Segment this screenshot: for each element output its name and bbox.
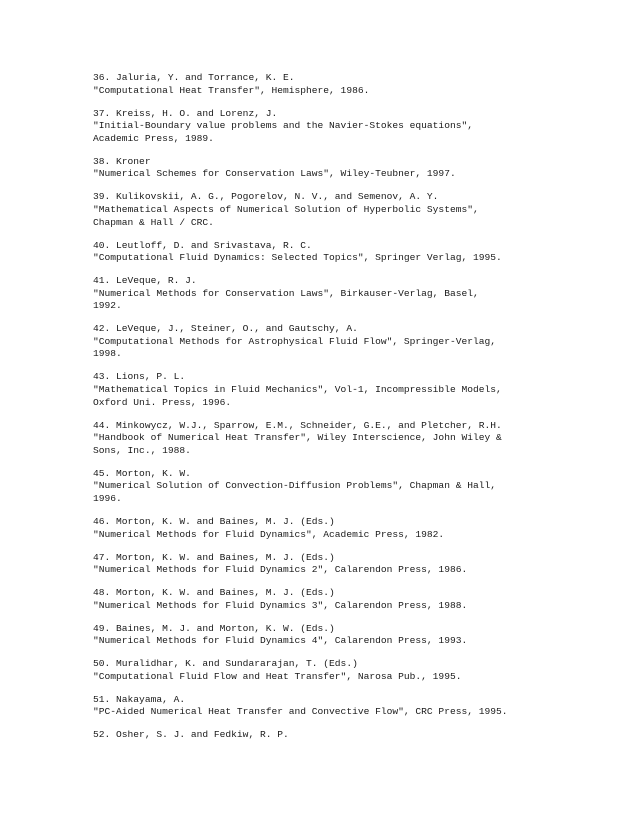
reference-item-45 <box>93 468 593 506</box>
reference-item-38 <box>93 156 593 181</box>
reference-line: 1998. <box>93 348 122 360</box>
reference-line: 45. Morton, K. W. <box>93 467 191 479</box>
reference-item-44 <box>93 420 593 458</box>
reference-item-42 <box>93 323 593 361</box>
reference-line: "Mathematical Aspects of Numerical Solution of Hyperbolic Systems", <box>93 203 479 215</box>
reference-item-48 <box>93 587 593 612</box>
reference-line: Chapman & Hall / CRC. <box>93 216 214 228</box>
reference-line: "Numerical Methods for Conservation Laws", Birkauser-Verlag, Basel, <box>93 287 479 299</box>
reference-line: 52. Osher, S. J. and Fedkiw, R. P. <box>93 729 289 741</box>
reference-line: "Handbook of Numerical Heat Transfer", Wiley Interscience, John Wiley & <box>93 432 502 444</box>
reference-line: 39. Kulikovskii, A. G., Pogorelov, N. V., and Semenov, A. Y. <box>93 191 439 203</box>
reference-line: "Computational Fluid Dynamics: Selected Topics", Springer Verlag, 1995. <box>93 252 502 264</box>
reference-line: Oxford Uni. Press, 1996. <box>93 396 232 408</box>
reference-item-43 <box>93 371 593 409</box>
reference-item-36 <box>93 72 593 97</box>
reference-line: 1996. <box>93 492 122 504</box>
reference-line: "Computational Fluid Flow and Heat Transfer", Narosa Pub., 1995. <box>93 670 462 682</box>
reference-line: 1992. <box>93 300 122 312</box>
reference-line: 44. Minkowycz, W.J., Sparrow, E.M., Schneider, G.E., and Pletcher, R.H. <box>93 419 502 431</box>
reference-line: 38. Kroner <box>93 155 151 167</box>
reference-line: "Numerical Methods for Fluid Dynamics 4", Calarendon Press, 1993. <box>93 635 468 647</box>
reference-item-46 <box>93 516 593 541</box>
reference-line: Academic Press, 1989. <box>93 132 214 144</box>
reference-line: "Numerical Schemes for Conservation Laws", Wiley-Teubner, 1997. <box>93 168 456 180</box>
reference-item-49 <box>93 623 593 648</box>
reference-line: 40. Leutloff, D. and Srivastava, R. C. <box>93 239 312 251</box>
reference-line: 51. Nakayama, A. <box>93 693 186 705</box>
reference-line: "Computational Methods for Astrophysical Fluid Flow", Springer-Verlag, <box>93 335 497 347</box>
reference-item-51 <box>93 694 593 719</box>
reference-line: "Numerical Methods for Fluid Dynamics 2", Calarendon Press, 1986. <box>93 564 468 576</box>
reference-line: 43. Lions, P. L. <box>93 371 186 383</box>
reference-line: 41. LeVeque, R. J. <box>93 275 197 287</box>
reference-item-41 <box>93 275 593 313</box>
reference-item-50 <box>93 658 593 683</box>
reference-line: "Numerical Methods for Fluid Dynamics 3", Calarendon Press, 1988. <box>93 599 468 611</box>
reference-line: "PC-Aided Numerical Heat Transfer and Convective Flow", CRC Press, 1995. <box>93 706 508 718</box>
reference-line: "Computational Heat Transfer", Hemisphere, 1986. <box>93 84 370 96</box>
reference-line: Sons, Inc., 1988. <box>93 444 191 456</box>
reference-item-39 <box>93 191 593 229</box>
reference-line: 46. Morton, K. W. and Baines, M. J. (Eds.) <box>93 515 335 527</box>
reference-line: 47. Morton, K. W. and Baines, M. J. (Eds.) <box>93 551 335 563</box>
reference-item-37 <box>93 108 593 146</box>
reference-line: 48. Morton, K. W. and Baines, M. J. (Eds.) <box>93 587 335 599</box>
reference-item-52 <box>93 729 593 742</box>
reference-list <box>93 72 593 752</box>
reference-line: 49. Baines, M. J. and Morton, K. W. (Eds.) <box>93 622 335 634</box>
reference-item-47 <box>93 552 593 577</box>
reference-line: 42. LeVeque, J., Steiner, O., and Gautschy, A. <box>93 323 358 335</box>
reference-item-40 <box>93 240 593 265</box>
reference-line: "Initial-Boundary value problems and the Navier-Stokes equations", <box>93 120 473 132</box>
reference-line: 37. Kreiss, H. O. and Lorenz, J. <box>93 107 278 119</box>
reference-line: "Numerical Methods for Fluid Dynamics", Academic Press, 1982. <box>93 528 445 540</box>
reference-line: "Numerical Solution of Convection-Diffusion Problems", Chapman & Hall, <box>93 480 497 492</box>
reference-line: "Mathematical Topics in Fluid Mechanics", Vol-1, Incompressible Models, <box>93 384 502 396</box>
reference-line: 36. Jaluria, Y. and Torrance, K. E. <box>93 72 295 83</box>
reference-line: 50. Muralidhar, K. and Sundararajan, T. (Eds.) <box>93 658 358 670</box>
